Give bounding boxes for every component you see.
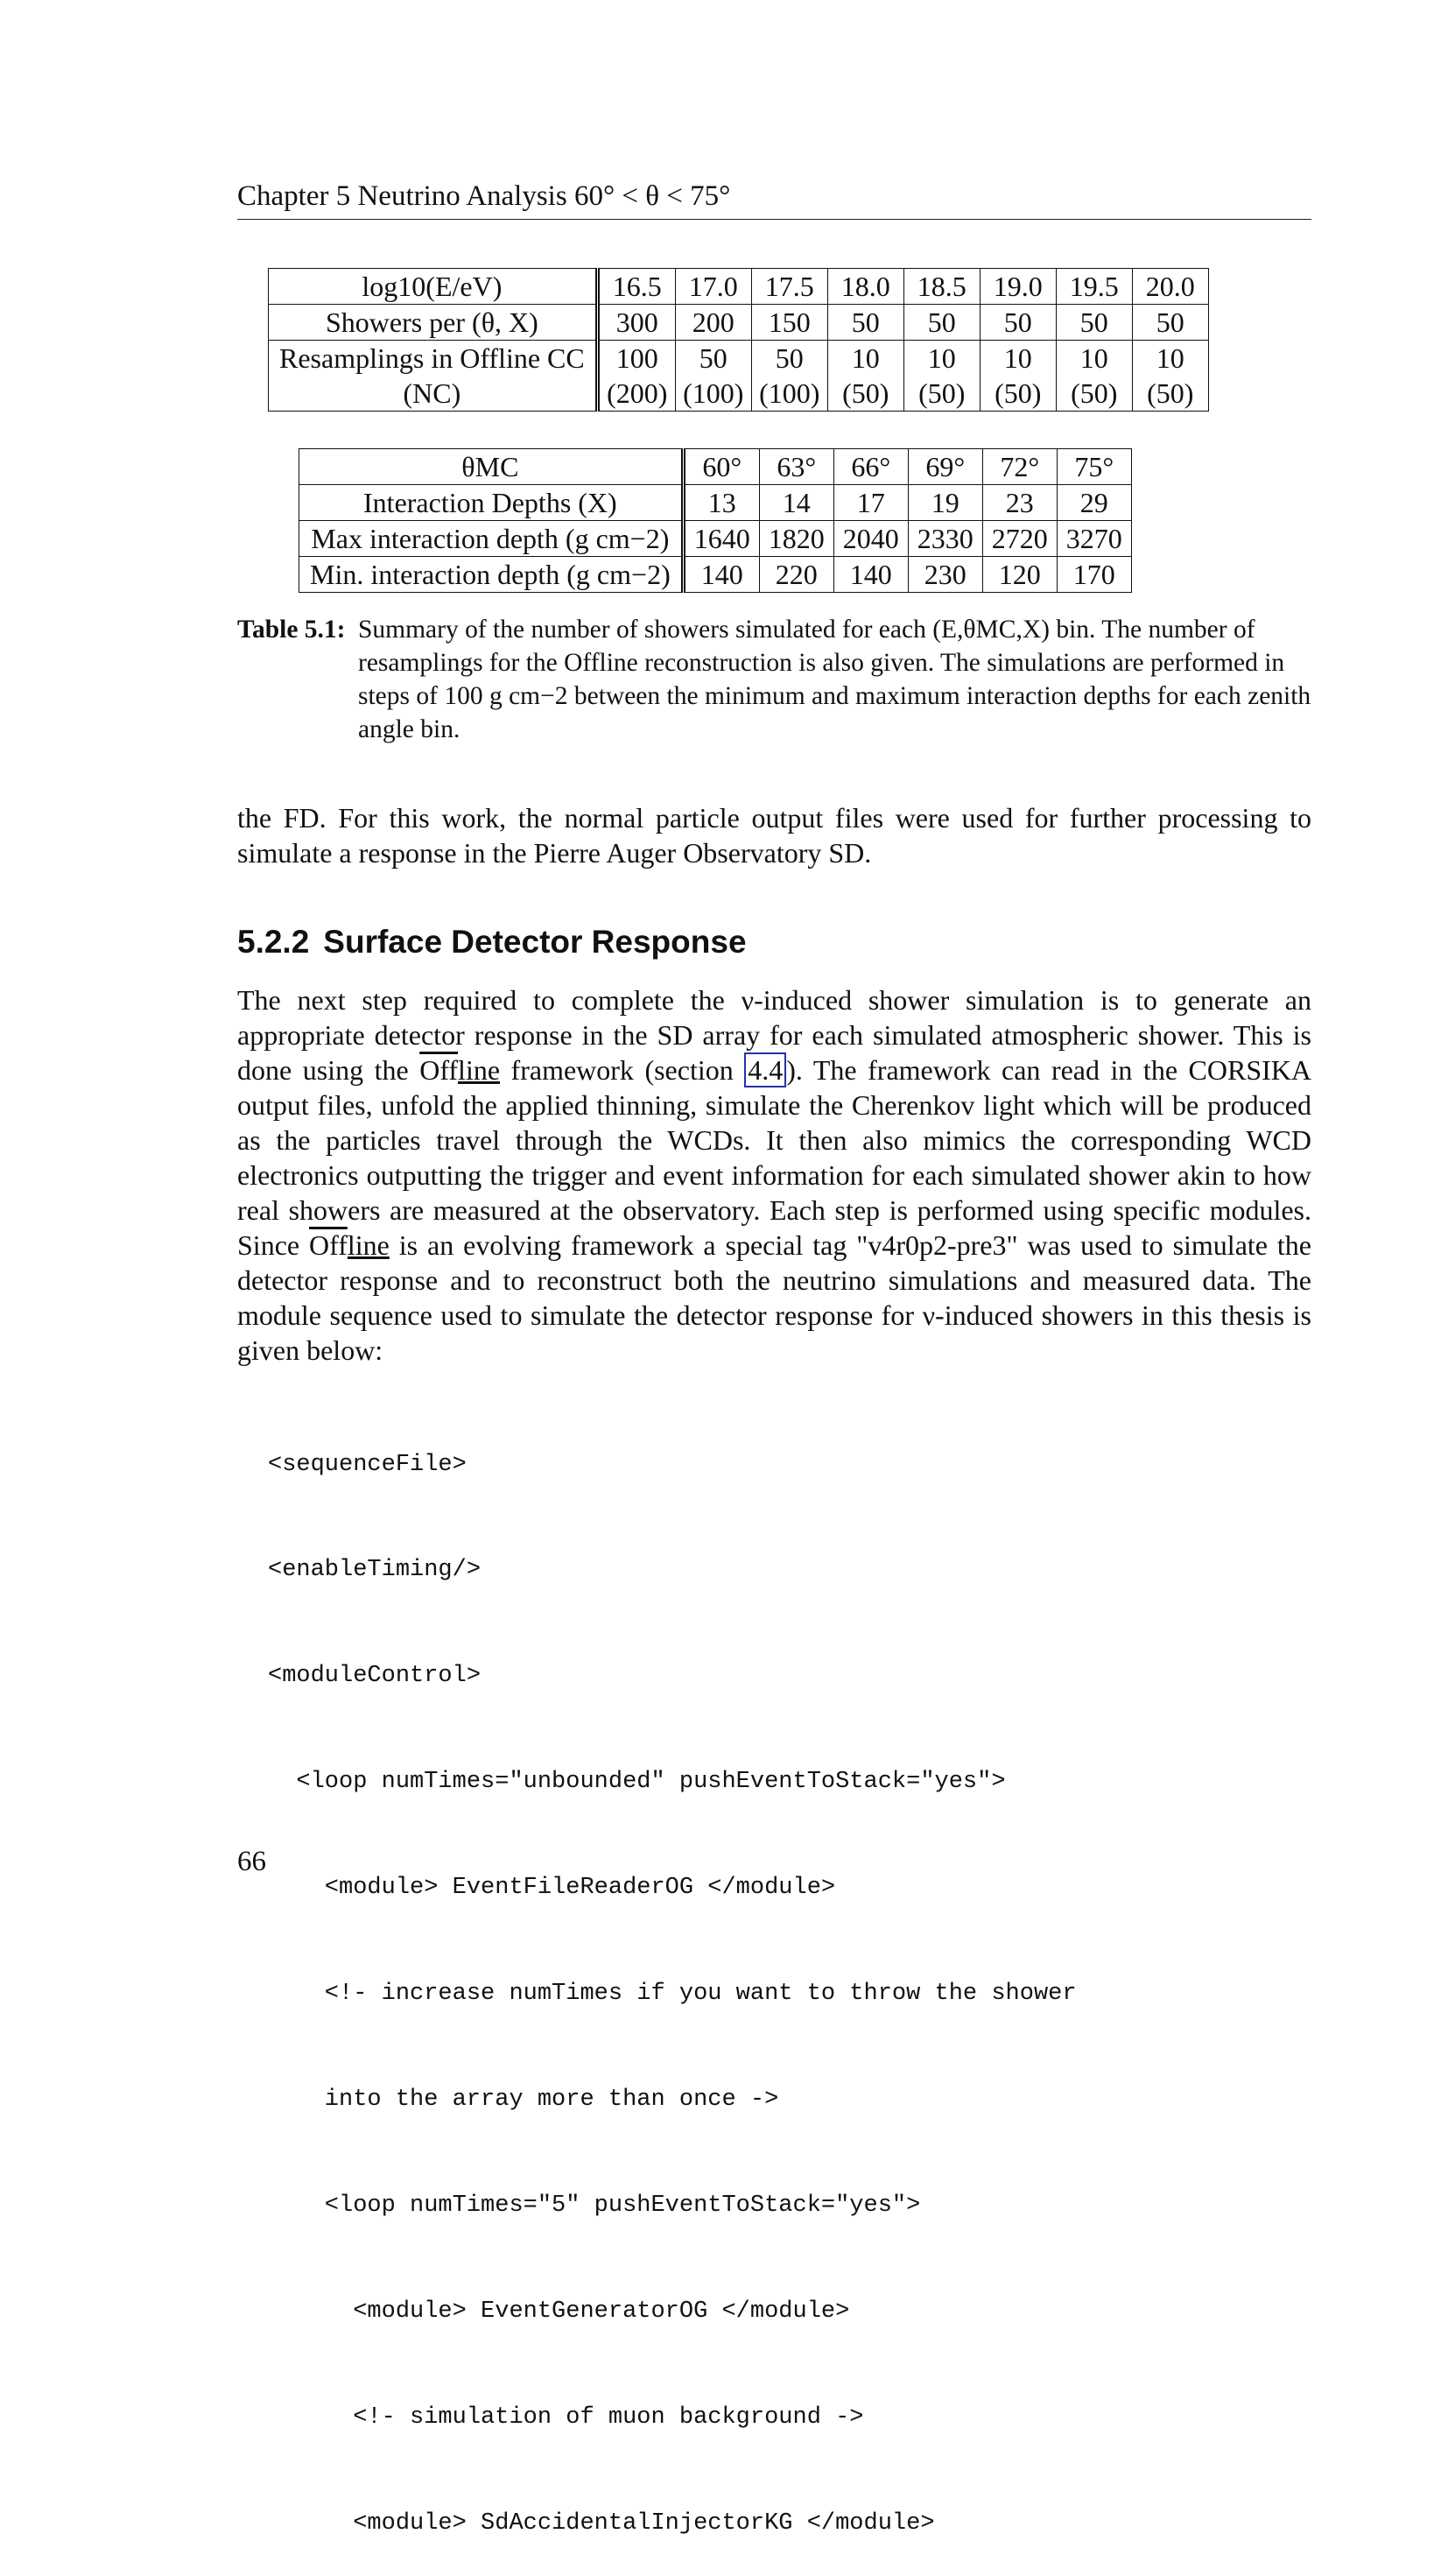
table-cell: 60°: [683, 449, 759, 485]
table-cell: 18.0: [827, 269, 903, 305]
table-cell: 19.0: [980, 269, 1056, 305]
table-cell: 29: [1057, 485, 1131, 521]
row-label-resamplings: [269, 341, 598, 412]
table-row: [299, 449, 1132, 485]
table-cell: 300: [597, 305, 675, 341]
table-cell: 1640: [683, 521, 759, 557]
table-row: [299, 521, 1132, 557]
code-line: <!- simulation of muon background ->: [268, 2404, 864, 2431]
row-label-max-depth: Max interaction depth (g cm−2): [299, 521, 684, 557]
table-cell: 18.5: [903, 269, 980, 305]
table-cell: 50: [980, 305, 1056, 341]
code-line: <sequenceFile>: [268, 1451, 467, 1478]
page-number: 66: [237, 1846, 266, 1877]
table-cell: 50: [1056, 305, 1132, 341]
offline-logo-line: line: [458, 1054, 501, 1086]
table-cell: 75°: [1057, 449, 1131, 485]
table-cell: 63°: [759, 449, 833, 485]
table-cell: 170: [1057, 557, 1131, 593]
table-cell: 3270: [1057, 521, 1131, 557]
code-line: <!- increase numTimes if you want to throw the shower: [268, 1981, 1077, 2008]
table-cell: 50: [1132, 305, 1208, 341]
table-cell: 72°: [982, 449, 1057, 485]
code-line: into the array more than once ->: [268, 2086, 779, 2113]
code-line: <enableTiming/>: [268, 1557, 481, 1584]
table-cell: 10 (50): [827, 341, 903, 412]
table-cell: 120: [982, 557, 1057, 593]
table-cell: 13: [683, 485, 759, 521]
table-cell: 2720: [982, 521, 1057, 557]
table-cell: 200: [675, 305, 751, 341]
table-row: [269, 269, 1209, 305]
table-cell: 10 (50): [903, 341, 980, 412]
table-cell: 17: [833, 485, 908, 521]
table-cell: 23: [982, 485, 1057, 521]
table-cell: 10 (50): [980, 341, 1056, 412]
table-cell: 140: [683, 557, 759, 593]
code-line: <module> SdAccidentalInjectorKG </module>: [268, 2509, 935, 2537]
code-line: <module> EventFileReaderOG </module>: [268, 1875, 836, 1902]
table-cell: 16.5: [597, 269, 675, 305]
row-label-showers: Showers per (θ, X): [269, 305, 598, 341]
table-cell: 100 (200): [597, 341, 675, 412]
table-cell: 220: [759, 557, 833, 593]
section-heading: [237, 921, 747, 963]
section-reference-link[interactable]: 4.4: [744, 1052, 786, 1087]
row-label-min-depth: Min. interaction depth (g cm−2): [299, 557, 684, 593]
table-cell: 69°: [908, 449, 982, 485]
summary-table-zenith: [299, 448, 1132, 593]
table-row: [299, 557, 1132, 593]
table-cell: 230: [908, 557, 982, 593]
table-row: [269, 305, 1209, 341]
table-cell: 50 (100): [751, 341, 827, 412]
row-label-theta: θMC: [299, 449, 684, 485]
section-number: 5.2.2: [237, 924, 310, 960]
table-cell: 19: [908, 485, 982, 521]
table-cell: 2330: [908, 521, 982, 557]
table-cell: 19.5: [1056, 269, 1132, 305]
table-cell: 2040: [833, 521, 908, 557]
table-cell: 14: [759, 485, 833, 521]
table-cell: 50: [903, 305, 980, 341]
table-cell: 10 (50): [1056, 341, 1132, 412]
code-line: <loop numTimes="5" pushEventToStack="yes">: [268, 2192, 921, 2219]
code-line: <moduleControl>: [268, 1663, 481, 1690]
code-listing: [268, 1376, 1077, 2576]
offline-logo-line: line: [347, 1229, 390, 1261]
caption-text: Summary of the number of showers simulated for each (E,θMC,X) bin. The number of resamplings for the Offline reconstruction is also given. The simulations are performed in steps of 100 g cm−2 between the minimum and maximum interaction depths for each zenith angle bin.: [358, 616, 1311, 743]
table-row: [269, 341, 1209, 412]
offline-logo-off: $\overline{Off}$: [419, 1054, 459, 1086]
table-cell: 10 (50): [1132, 341, 1208, 412]
caption-label: Table 5.1:: [237, 616, 346, 644]
table-cell: 140: [833, 557, 908, 593]
row-label-resamplings-cc: Resamplings in Offline CC: [279, 342, 585, 374]
table-row: [299, 485, 1132, 521]
table-cell: 50 (100): [675, 341, 751, 412]
section-title: Surface Detector Response: [323, 924, 747, 960]
running-head: Chapter 5 Neutrino Analysis 60° < θ < 75°: [237, 173, 1311, 220]
table-cell: 1820: [759, 521, 833, 557]
row-label-energy: log10(E/eV): [269, 269, 598, 305]
row-label-resamplings-nc: (NC): [403, 377, 461, 409]
table-cell: 17.0: [675, 269, 751, 305]
row-label-depths: Interaction Depths (X): [299, 485, 684, 521]
table-cell: 66°: [833, 449, 908, 485]
paragraph: the FD. For this work, the normal particle output files were used for further processing to simulate a response in the Pierre Auger Observatory SD.: [237, 802, 1311, 869]
table-cell: 20.0: [1132, 269, 1208, 305]
summary-table-energy: [268, 268, 1209, 412]
table-cell: 150: [751, 305, 827, 341]
offline-logo-off: $\overline{Off}$: [309, 1229, 348, 1261]
code-line: <module> EventGeneratorOG </module>: [268, 2298, 850, 2325]
table-caption: [237, 613, 1311, 746]
code-line: <loop numTimes="unbounded" pushEventToStack="yes">: [268, 1769, 1006, 1796]
paragraph: The next step required to complete the ν-induced shower simulation is to generate an appropriate detector response in the SD array for each simulated atmospheric shower. This is done using the $\overline{Off}line$ framework (section 4.4 ). The framework can read in the CORSIKA output files, unfold the applied thinning, simulate the Cherenkov light which will be produced as the particles travel through the WCDs. It then also mimics the corresponding WCD electronics outputting the trigger and event information for each simulated shower akin to how real showers are measured at the observatory. Each step is performed using specific modules. Since $\overline{Off}line$ is an evolving framework a special tag "v4r0p2-pre3" was used to simulate the detector response and to reconstruct both the neutrino simulations and measured data. The module sequence used to simulate the detector response for ν-induced showers in this thesis is given below:: [237, 984, 1312, 1366]
table-cell: 17.5: [751, 269, 827, 305]
table-cell: 50: [827, 305, 903, 341]
